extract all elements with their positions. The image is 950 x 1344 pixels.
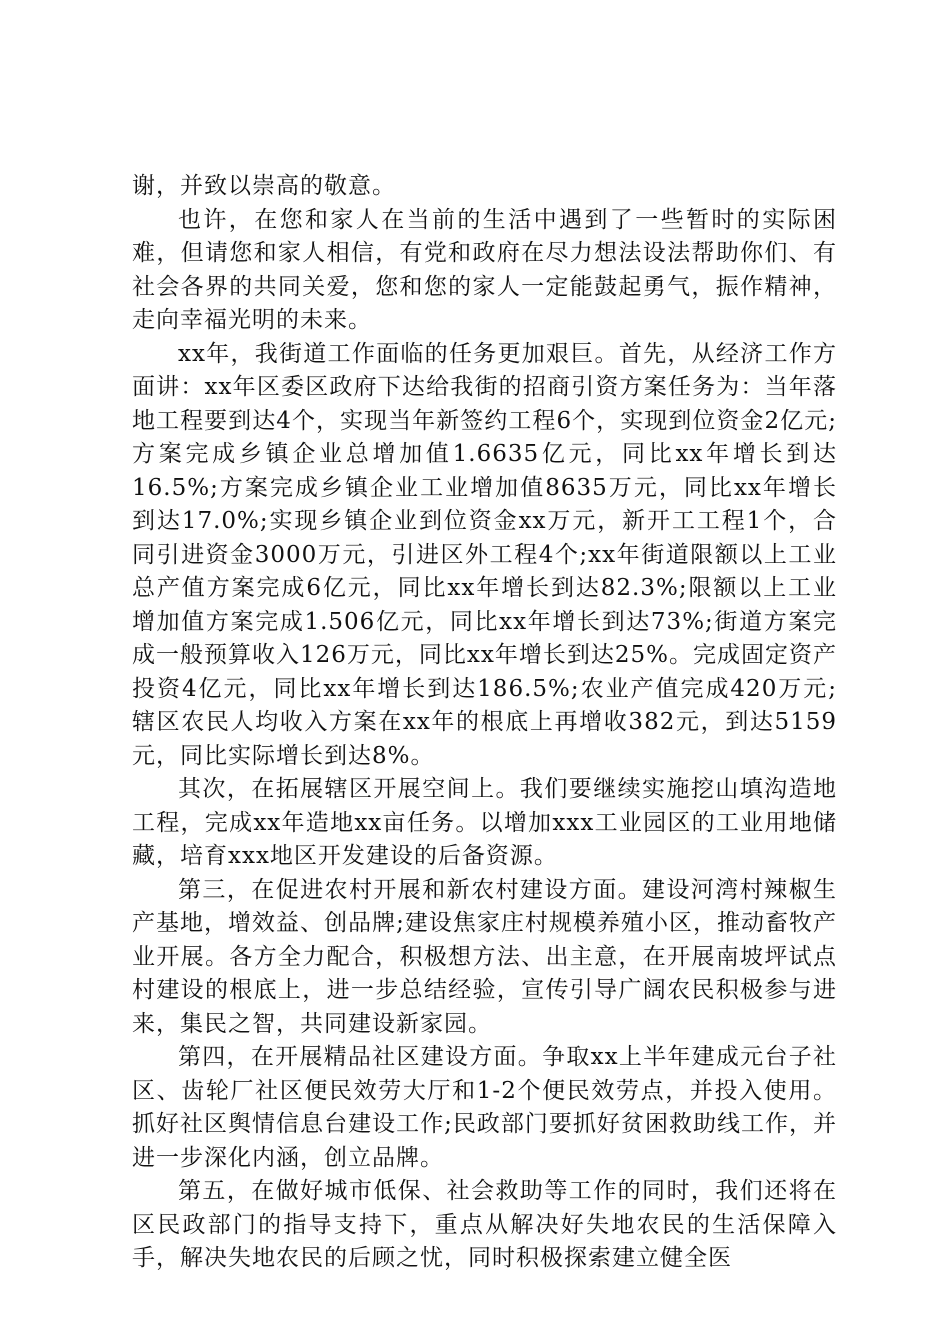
paragraph-development-space: 其次，在拓展辖区开展空间上。我们要继续实施挖山填沟造地工程，完成xx年造地xx亩任务。以增加xxx工业园区的工业用地储藏，培育xxx地区开发建设的后备资源。 bbox=[132, 776, 837, 869]
paragraph-economic-tasks: xx年，我街道工作面临的任务更加艰巨。首先，从经济工作方面讲：xx年区委区政府下达给我街的招商引资方案任务为：当年落地工程要到达4个，实现当年新签约工程6个，实现到位资金2亿元;方案完成乡镇企业总增加值1.6635亿元，同比xx年增长到达16.5%;方案完成乡镇企业工业增加值8635万元，同比xx年增长到达17.0%;实现乡镇企业到位资金xx万元，新开工工程1个，合同引进资金3000万元，引进区外工程4个;xx年街道限额以上工业总产值方案完成6亿元，同比xx年增长到达82.3%;限额以上工业增加值方案完成1.506亿元，同比xx年增长到达73%;街道方案完成一般预算收入126万元，同比xx年增长到达25%。完成固定资产投资4亿元，同比xx年增长到达186.5%;农业产值完成420万元;辖区农民人均收入方案在xx年的根底上再增收382元，到达5159元，同比实际增长到达8%。 bbox=[132, 340, 837, 769]
paragraph-rural-construction: 第三，在促进农村开展和新农村建设方面。建设河湾村辣椒生产基地，增效益、创品牌;建设焦家庄村规模养殖小区，推动畜牧产业开展。各方全力配合，积极想方法、出主意，在开展南坡坪试点村建设的根底上，进一步总结经验，宣传引导广阔农民积极参与进来，集民之智，共同建设新家园。 bbox=[132, 876, 837, 1037]
paragraph-encouragement: 也许，在您和家人在当前的生活中遇到了一些暂时的实际困难，但请您和家人相信，有党和政府在尽力想法设法帮助你们、有社会各界的共同关爱，您和您的家人一定能鼓起勇气，振作精神，走向幸福光明的未来。 bbox=[132, 206, 837, 333]
paragraph-closing-thanks: 谢，并致以崇高的敬意。 bbox=[132, 173, 396, 199]
document-body bbox=[132, 170, 837, 1276]
paragraph-community-building: 第四，在开展精品社区建设方面。争取xx上半年建成元台子社区、齿轮厂社区便民效劳大厅和1-2个便民效劳点，并投入使用。抓好社区舆情信息台建设工作;民政部门要抓好贫困救助线工作，并进一步深化内涵，创立品牌。 bbox=[132, 1044, 837, 1171]
paragraph-social-assistance: 第五，在做好城市低保、社会救助等工作的同时，我们还将在区民政部门的指导支持下，重点从解决好失地农民的生活保障入手，解决失地农民的后顾之忧，同时积极探索建立健全医 bbox=[132, 1178, 837, 1271]
